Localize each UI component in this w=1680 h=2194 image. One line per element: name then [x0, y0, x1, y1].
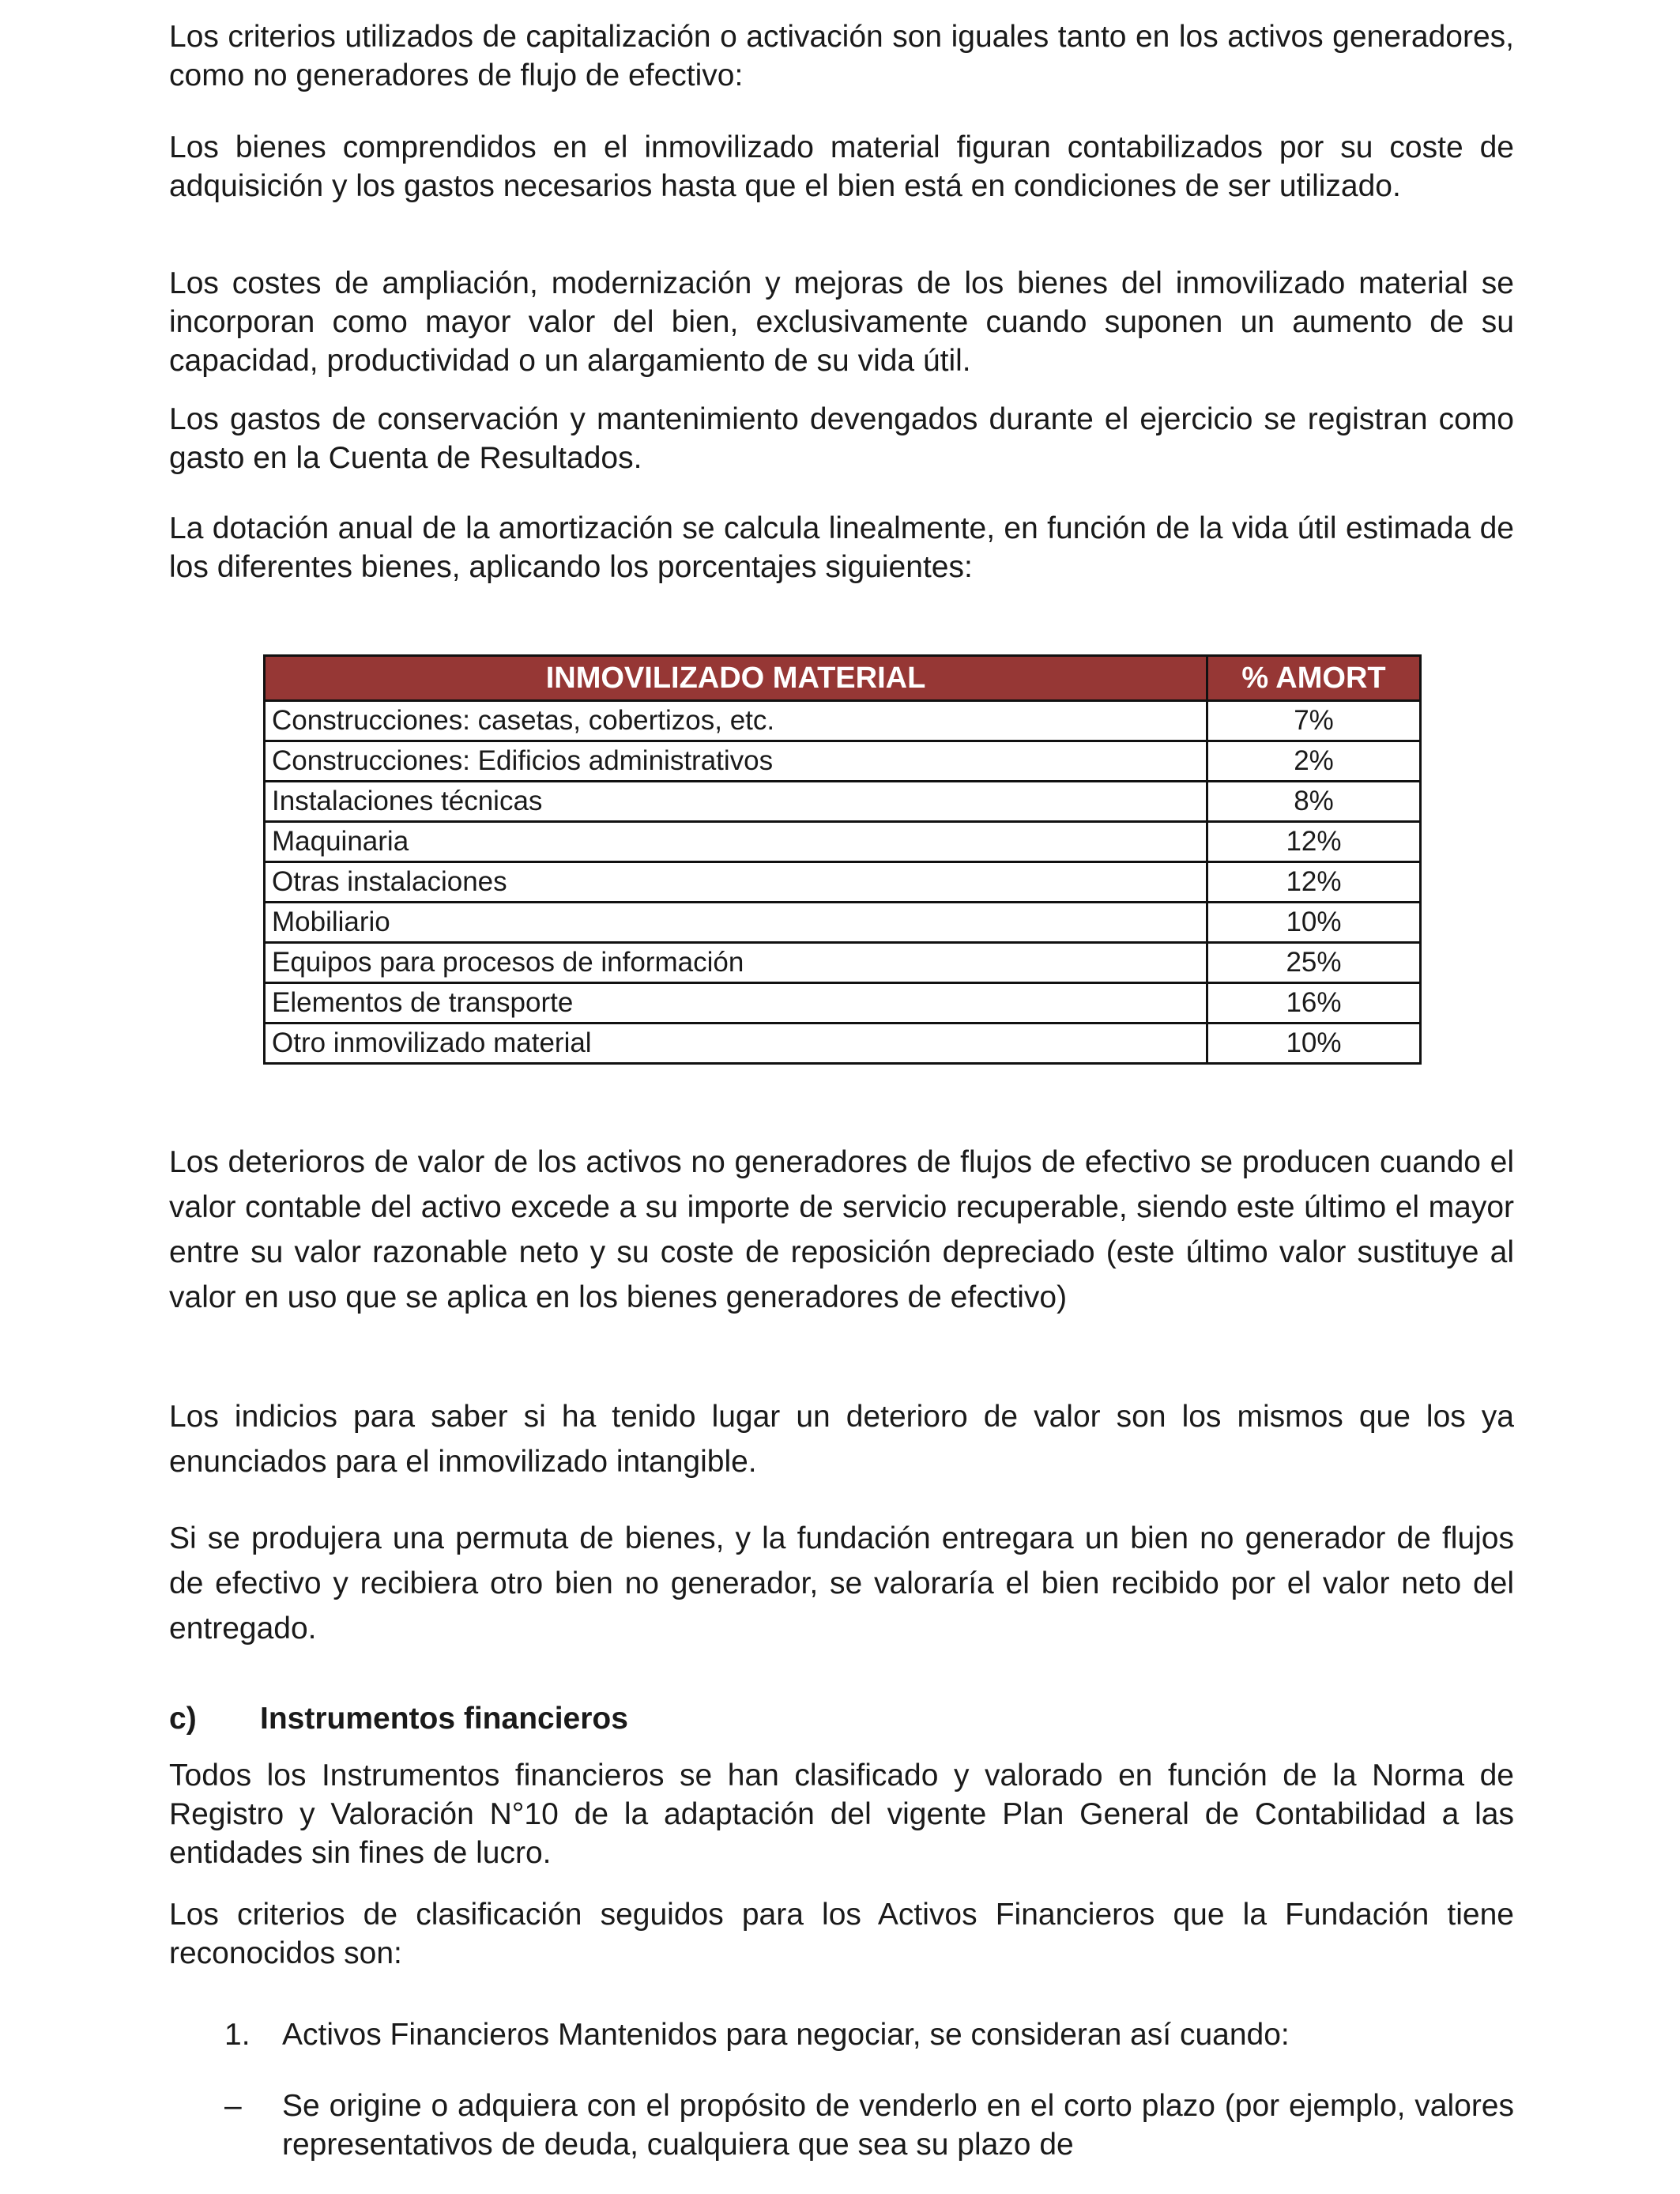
dash-marker: –: [224, 2089, 242, 2123]
table-row: [265, 1023, 1421, 1064]
paragraph-criterios-clasificacion: Los criterios de clasificación seguidos para los Activos Financieros que la Fundación tiene reconocidos son:: [169, 1898, 1514, 1970]
row-name: Elementos de transporte: [265, 983, 1207, 1023]
row-name: Construcciones: Edificios administrativos: [265, 741, 1207, 782]
row-value: 12%: [1207, 862, 1421, 903]
row-name: Instalaciones técnicas: [265, 782, 1207, 822]
header-amort: % AMORT: [1207, 656, 1421, 701]
amortization-table: [263, 654, 1422, 1065]
section-heading: [169, 1699, 1514, 1738]
row-name: Equipos para procesos de información: [265, 943, 1207, 983]
paragraph-instrumentos: Todos los Instrumentos financieros se han clasificado y valorado en función de la Norma de Registro y Valoración N°10 de la adaptación del vigente Plan General de Contabilidad a las entidades sin fines de lucro.: [169, 1759, 1514, 1870]
row-value: 12%: [1207, 822, 1421, 862]
paragraph-capitalizacion: Los criterios utilizados de capitalización o activación son iguales tanto en los activos generadores, como no generadores de flujo de efectivo:: [169, 20, 1514, 92]
table-row: [265, 741, 1421, 782]
row-name: Construcciones: casetas, cobertizos, etc.: [265, 701, 1207, 741]
table-header-row: [265, 656, 1421, 701]
paragraph-coste-adquisicion: Los bienes comprendidos en el inmovilizado material figuran contabilizados por su coste de adquisición y los gastos necesarios hasta que el bien está en condiciones de ser utilizado.: [169, 130, 1514, 203]
row-value: 8%: [1207, 782, 1421, 822]
table-row: [265, 862, 1421, 903]
dash-item-text: Se origine o adquiera con el propósito de venderlo en el corto plazo (por ejemplo, valores representativos de deuda, cualquiera que sea su plazo de: [282, 2089, 1514, 2162]
table-row: [265, 943, 1421, 983]
section-title: Instrumentos financieros: [260, 1702, 628, 1736]
row-name: Otras instalaciones: [265, 862, 1207, 903]
header-inmovilizado: INMOVILIZADO MATERIAL: [265, 656, 1207, 701]
row-value: 10%: [1207, 1023, 1421, 1064]
table-row: [265, 983, 1421, 1023]
table-row: [265, 701, 1421, 741]
dash-list-item: [169, 2087, 1514, 2164]
row-value: 25%: [1207, 943, 1421, 983]
row-name: Mobiliario: [265, 903, 1207, 943]
row-value: 16%: [1207, 983, 1421, 1023]
row-value: 10%: [1207, 903, 1421, 943]
row-name: Otro inmovilizado material: [265, 1023, 1207, 1064]
table-row: [265, 903, 1421, 943]
paragraph-deterioros: Los deterioros de valor de los activos no generadores de flujos de efectivo se producen cuando el valor contable del activo excede a su importe de servicio recuperable, siendo este último el mayor entre su valor razonable neto y su coste de reposición depreciado (este último valor sustituye al valor en uso que se aplica en los bienes generadores de efectivo): [169, 1145, 1514, 1314]
row-value: 7%: [1207, 701, 1421, 741]
paragraph-indicios: Los indicios para saber si ha tenido lugar un deterioro de valor son los mismos que los ya enunciados para el inmovilizado intangible.: [169, 1400, 1514, 1479]
paragraph-dotacion-amortizacion: La dotación anual de la amortización se calcula linealmente, en función de la vida útil estimada de los diferentes bienes, aplicando los porcentajes siguientes:: [169, 511, 1514, 584]
row-value: 2%: [1207, 741, 1421, 782]
section-letter: c): [169, 1702, 197, 1736]
table-row: [265, 822, 1421, 862]
amortization-table-wrapper: [263, 654, 1422, 1065]
paragraph-permuta: Si se produjera una permuta de bienes, y la fundación entregara un bien no generador de flujos de efectivo y recibiera otro bien no generador, se valoraría el bien recibido por el valor neto del entregado.: [169, 1521, 1514, 1646]
numbered-list-item: [169, 2015, 1514, 2054]
list-item-text: Activos Financieros Mantenidos para negociar, se consideran así cuando:: [282, 2018, 1290, 2052]
paragraph-gastos-conservacion: Los gastos de conservación y mantenimiento devengados durante el ejercicio se registran como gasto en la Cuenta de Resultados.: [169, 402, 1514, 475]
paragraph-costes-ampliacion: Los costes de ampliación, modernización y mejoras de los bienes del inmovilizado material se incorporan como mayor valor del bien, exclusivamente cuando suponen un aumento de su capacidad, productividad o un alargamiento de su vida útil.: [169, 266, 1514, 378]
list-marker: 1.: [224, 2018, 250, 2052]
table-row: [265, 782, 1421, 822]
row-name: Maquinaria: [265, 822, 1207, 862]
